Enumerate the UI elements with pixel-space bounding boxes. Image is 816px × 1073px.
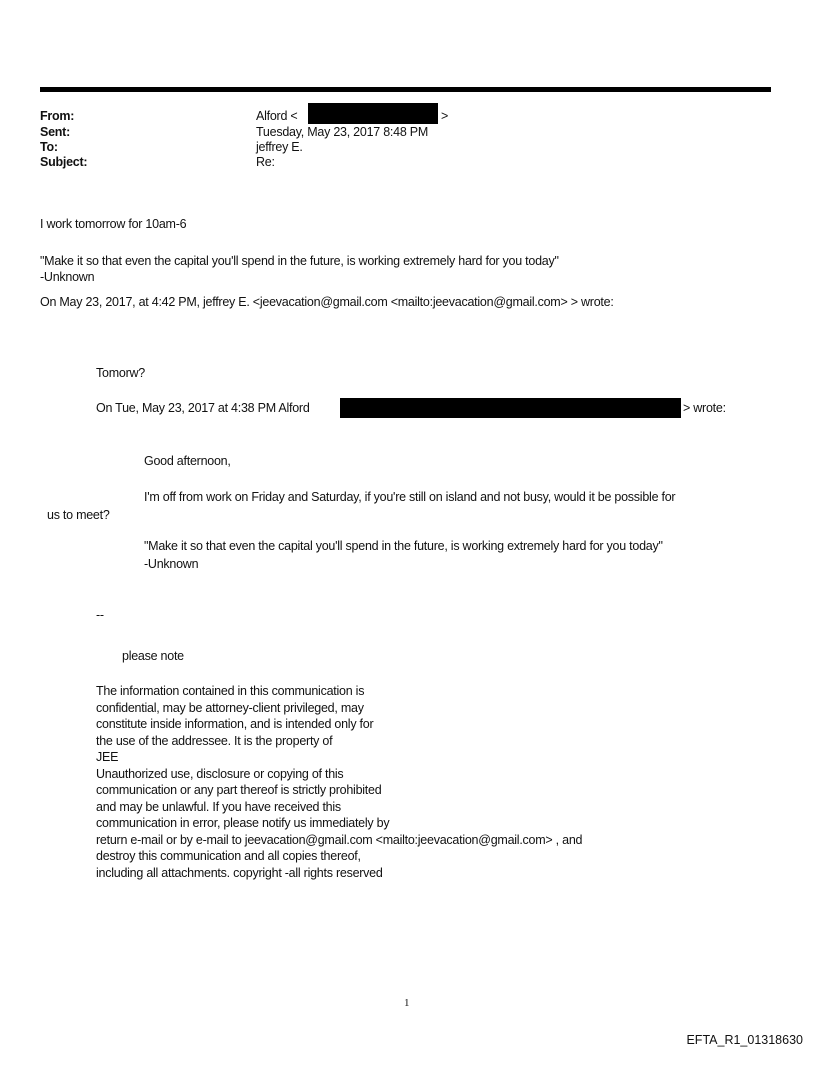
- sent-value: Tuesday, May 23, 2017 8:48 PM: [256, 125, 429, 139]
- disclaimer-line: communication or any part thereof is strictly prohibited: [96, 783, 382, 797]
- from-name: Alford <: [256, 109, 298, 123]
- disclaimer-line: constitute inside information, and is intended only for: [96, 717, 374, 731]
- disclaimer-line: return e-mail or by e-mail to jeevacation@gmail.com <mailto:jeevacation@gmail.com> , and: [96, 832, 583, 847]
- to-value: jeffrey E.: [256, 140, 303, 154]
- quoted-reply-header-end: > wrote:: [683, 401, 726, 415]
- quoted-reply-header: On Tue, May 23, 2017 at 4:38 PM Alford: [96, 401, 310, 415]
- document-id: EFTA_R1_01318630: [686, 1033, 803, 1047]
- signature-note: please note: [122, 649, 184, 663]
- body-quote: "Make it so that even the capital you'll spend in the future, is working extremely hard for you today": [40, 254, 559, 268]
- header-rule: [40, 87, 771, 92]
- disclaimer-line: confidential, may be attorney-client privileged, may: [96, 700, 364, 715]
- sent-label: Sent:: [40, 125, 70, 139]
- quoted-quote-author: -Unknown: [144, 557, 199, 571]
- quoted-quote: "Make it so that even the capital you'll spend in the future, is working extremely hard for you today": [144, 539, 663, 553]
- reply-header: On May 23, 2017, at 4:42 PM, jeffrey E. <jeevacation@gmail.com <mailto:jeevacation@gmail.com> > wrote:: [40, 295, 614, 309]
- disclaimer-line: communication in error, please notify us immediately by: [96, 816, 390, 830]
- redaction-box: [340, 398, 681, 418]
- paragraph-continued: us to meet?: [47, 508, 110, 522]
- disclaimer-line: including all attachments. copyright -all rights reserved: [96, 865, 383, 880]
- subject-value: Re:: [256, 155, 275, 169]
- from-end: >: [441, 109, 449, 123]
- to-label: To:: [40, 140, 58, 154]
- greeting: Good afternoon,: [144, 454, 231, 468]
- disclaimer-line: Unauthorized use, disclosure or copying of this: [96, 766, 344, 781]
- disclaimer-line: destroy this communication and all copies thereof,: [96, 849, 361, 863]
- subject-label: Subject:: [40, 155, 88, 169]
- from-label: From:: [40, 109, 75, 123]
- disclaimer-line: and may be unlawful. If you have received this: [96, 799, 341, 814]
- signature-dashes: --: [96, 608, 104, 622]
- page-number: 1: [404, 997, 410, 1009]
- body-line: I work tomorrow for 10am-6: [40, 217, 187, 231]
- paragraph: I'm off from work on Friday and Saturday, if you're still on island and not busy, would it be possible for: [144, 490, 676, 504]
- disclaimer-line: The information contained in this communication is: [96, 684, 365, 698]
- disclaimer-line: the use of the addressee. It is the property of: [96, 733, 333, 748]
- disclaimer-line: JEE: [96, 750, 119, 764]
- quoted-text: Tomorw?: [96, 366, 145, 380]
- redaction-box: [308, 103, 438, 124]
- body-quote-author: -Unknown: [40, 270, 95, 284]
